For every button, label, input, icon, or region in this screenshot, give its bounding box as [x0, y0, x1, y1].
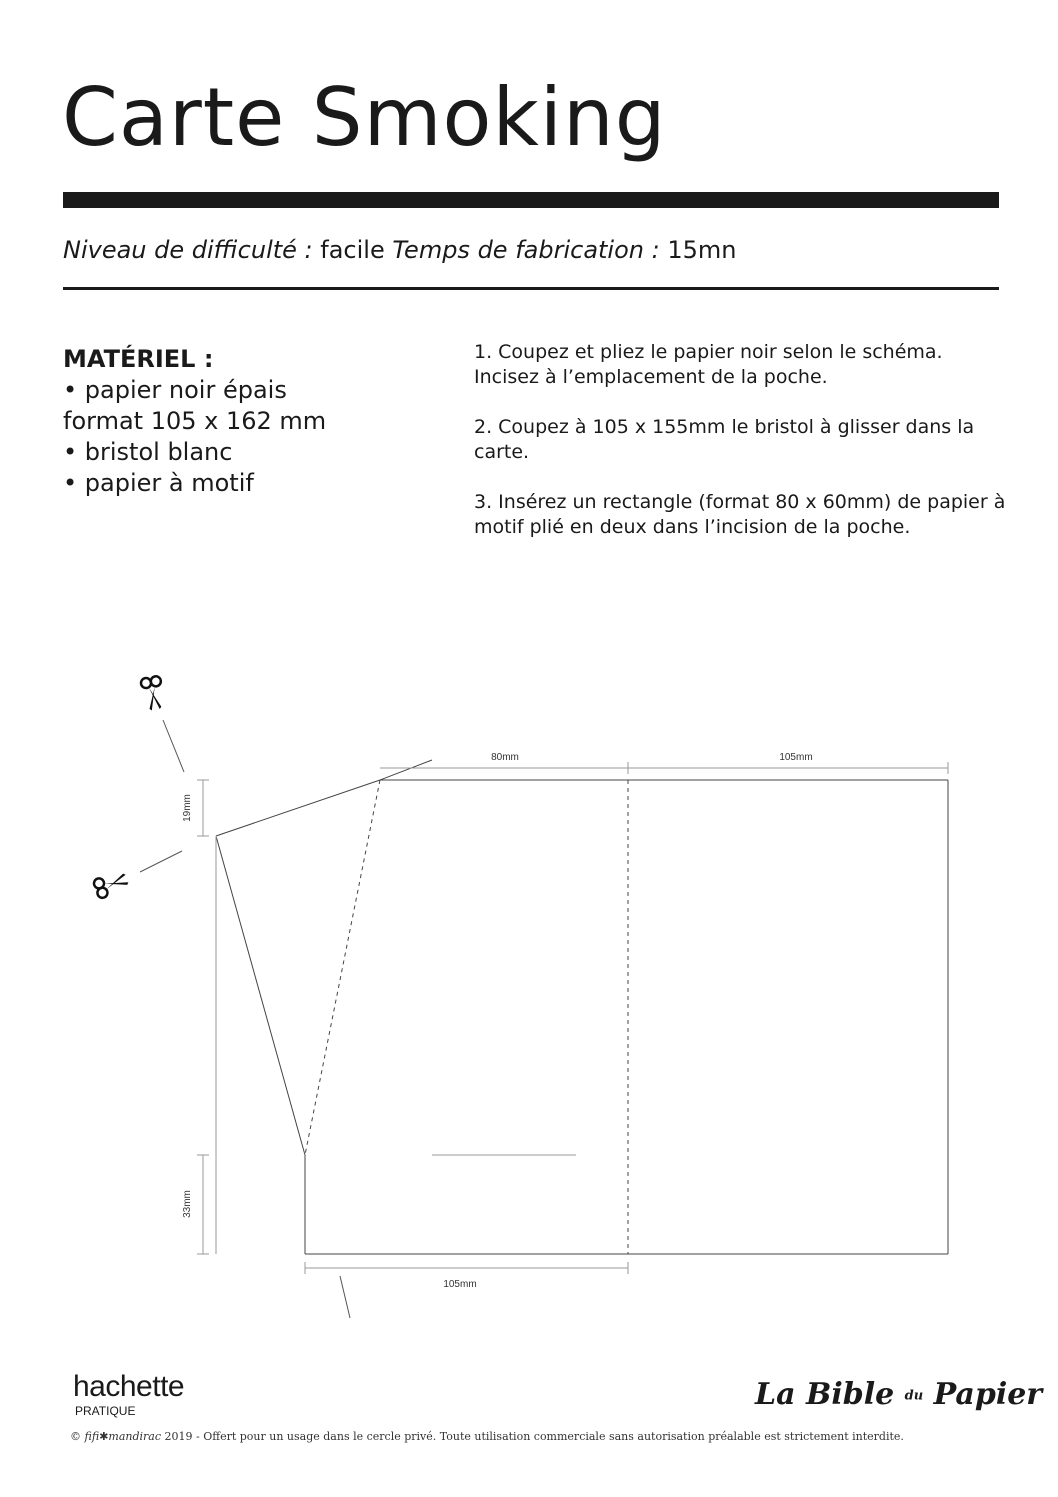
- cut-line-extension: [380, 760, 432, 780]
- hachette-logo: hachette: [73, 1370, 185, 1403]
- cutting-diagram: [0, 640, 1058, 1340]
- brand-mandirac: mandirac: [108, 1430, 162, 1443]
- materials-item: • papier à motif: [63, 469, 254, 497]
- logo-bible-du: du: [904, 1388, 924, 1404]
- title-rule: [63, 192, 999, 208]
- meta-rule: [63, 287, 999, 290]
- page-title: Carte Smoking: [62, 71, 667, 164]
- scissors-icon: [140, 676, 165, 712]
- step-1: 1. Coupez et pliez le papier noir selon le schéma. Incisez à l’emplacement de la poche.: [474, 341, 943, 388]
- difficulty-label: Niveau de difficulté :: [63, 236, 313, 264]
- materials-list: [63, 344, 326, 499]
- time-label: Temps de fabrication :: [392, 236, 660, 264]
- dim-label-19: 19mm: [182, 794, 193, 822]
- dim-label-105-bottom: 105mm: [443, 1279, 477, 1290]
- logo-bible-part1: La Bible: [755, 1377, 895, 1412]
- materials-item: • bristol blanc: [63, 438, 233, 466]
- pratique-logo: PRATIQUE: [75, 1404, 136, 1418]
- scissors-leader-left: [140, 851, 182, 872]
- materials-item: • papier noir épais: [63, 376, 287, 404]
- brand-fifi: fifi: [84, 1430, 100, 1443]
- materials-item: format 105 x 162 mm: [63, 407, 327, 435]
- difficulty-value: facile: [320, 236, 385, 264]
- copyright-text: 2019 - Offert pour un usage dans le cercle privé. Toute utilisation commerciale sans autorisation préalable est strictement interdite.: [164, 1430, 904, 1443]
- step-3: 3. Insérez un rectangle (format 80 x 60mm) de papier à motif plié en deux dans l’incision de la poche.: [474, 491, 1006, 538]
- leader-bottom: [340, 1276, 350, 1318]
- footer-notice: [70, 1430, 904, 1443]
- copyright-symbol: ©: [70, 1430, 81, 1443]
- dim-label-33: 33mm: [182, 1190, 193, 1218]
- materials-heading: MATÉRIEL :: [63, 345, 214, 373]
- dim-label-105-top: 105mm: [779, 752, 813, 763]
- time-value: 15mn: [667, 236, 737, 264]
- scissors-leader-top: [163, 720, 184, 772]
- cut-line-top: [216, 780, 380, 836]
- fold-line-diagonal: [305, 780, 380, 1155]
- bible-du-papier-logo: [755, 1377, 1042, 1412]
- meta-line: [63, 236, 737, 264]
- dim-label-80: 80mm: [491, 752, 519, 763]
- instructions: [474, 340, 1010, 565]
- step-2: 2. Coupez à 105 x 155mm le bristol à glisser dans la carte.: [474, 416, 975, 463]
- scissors-icon: [93, 869, 131, 899]
- flower-icon: ✱: [99, 1430, 109, 1443]
- cut-line-diagonal: [216, 836, 305, 1155]
- logo-bible-part2: Papier: [933, 1377, 1043, 1412]
